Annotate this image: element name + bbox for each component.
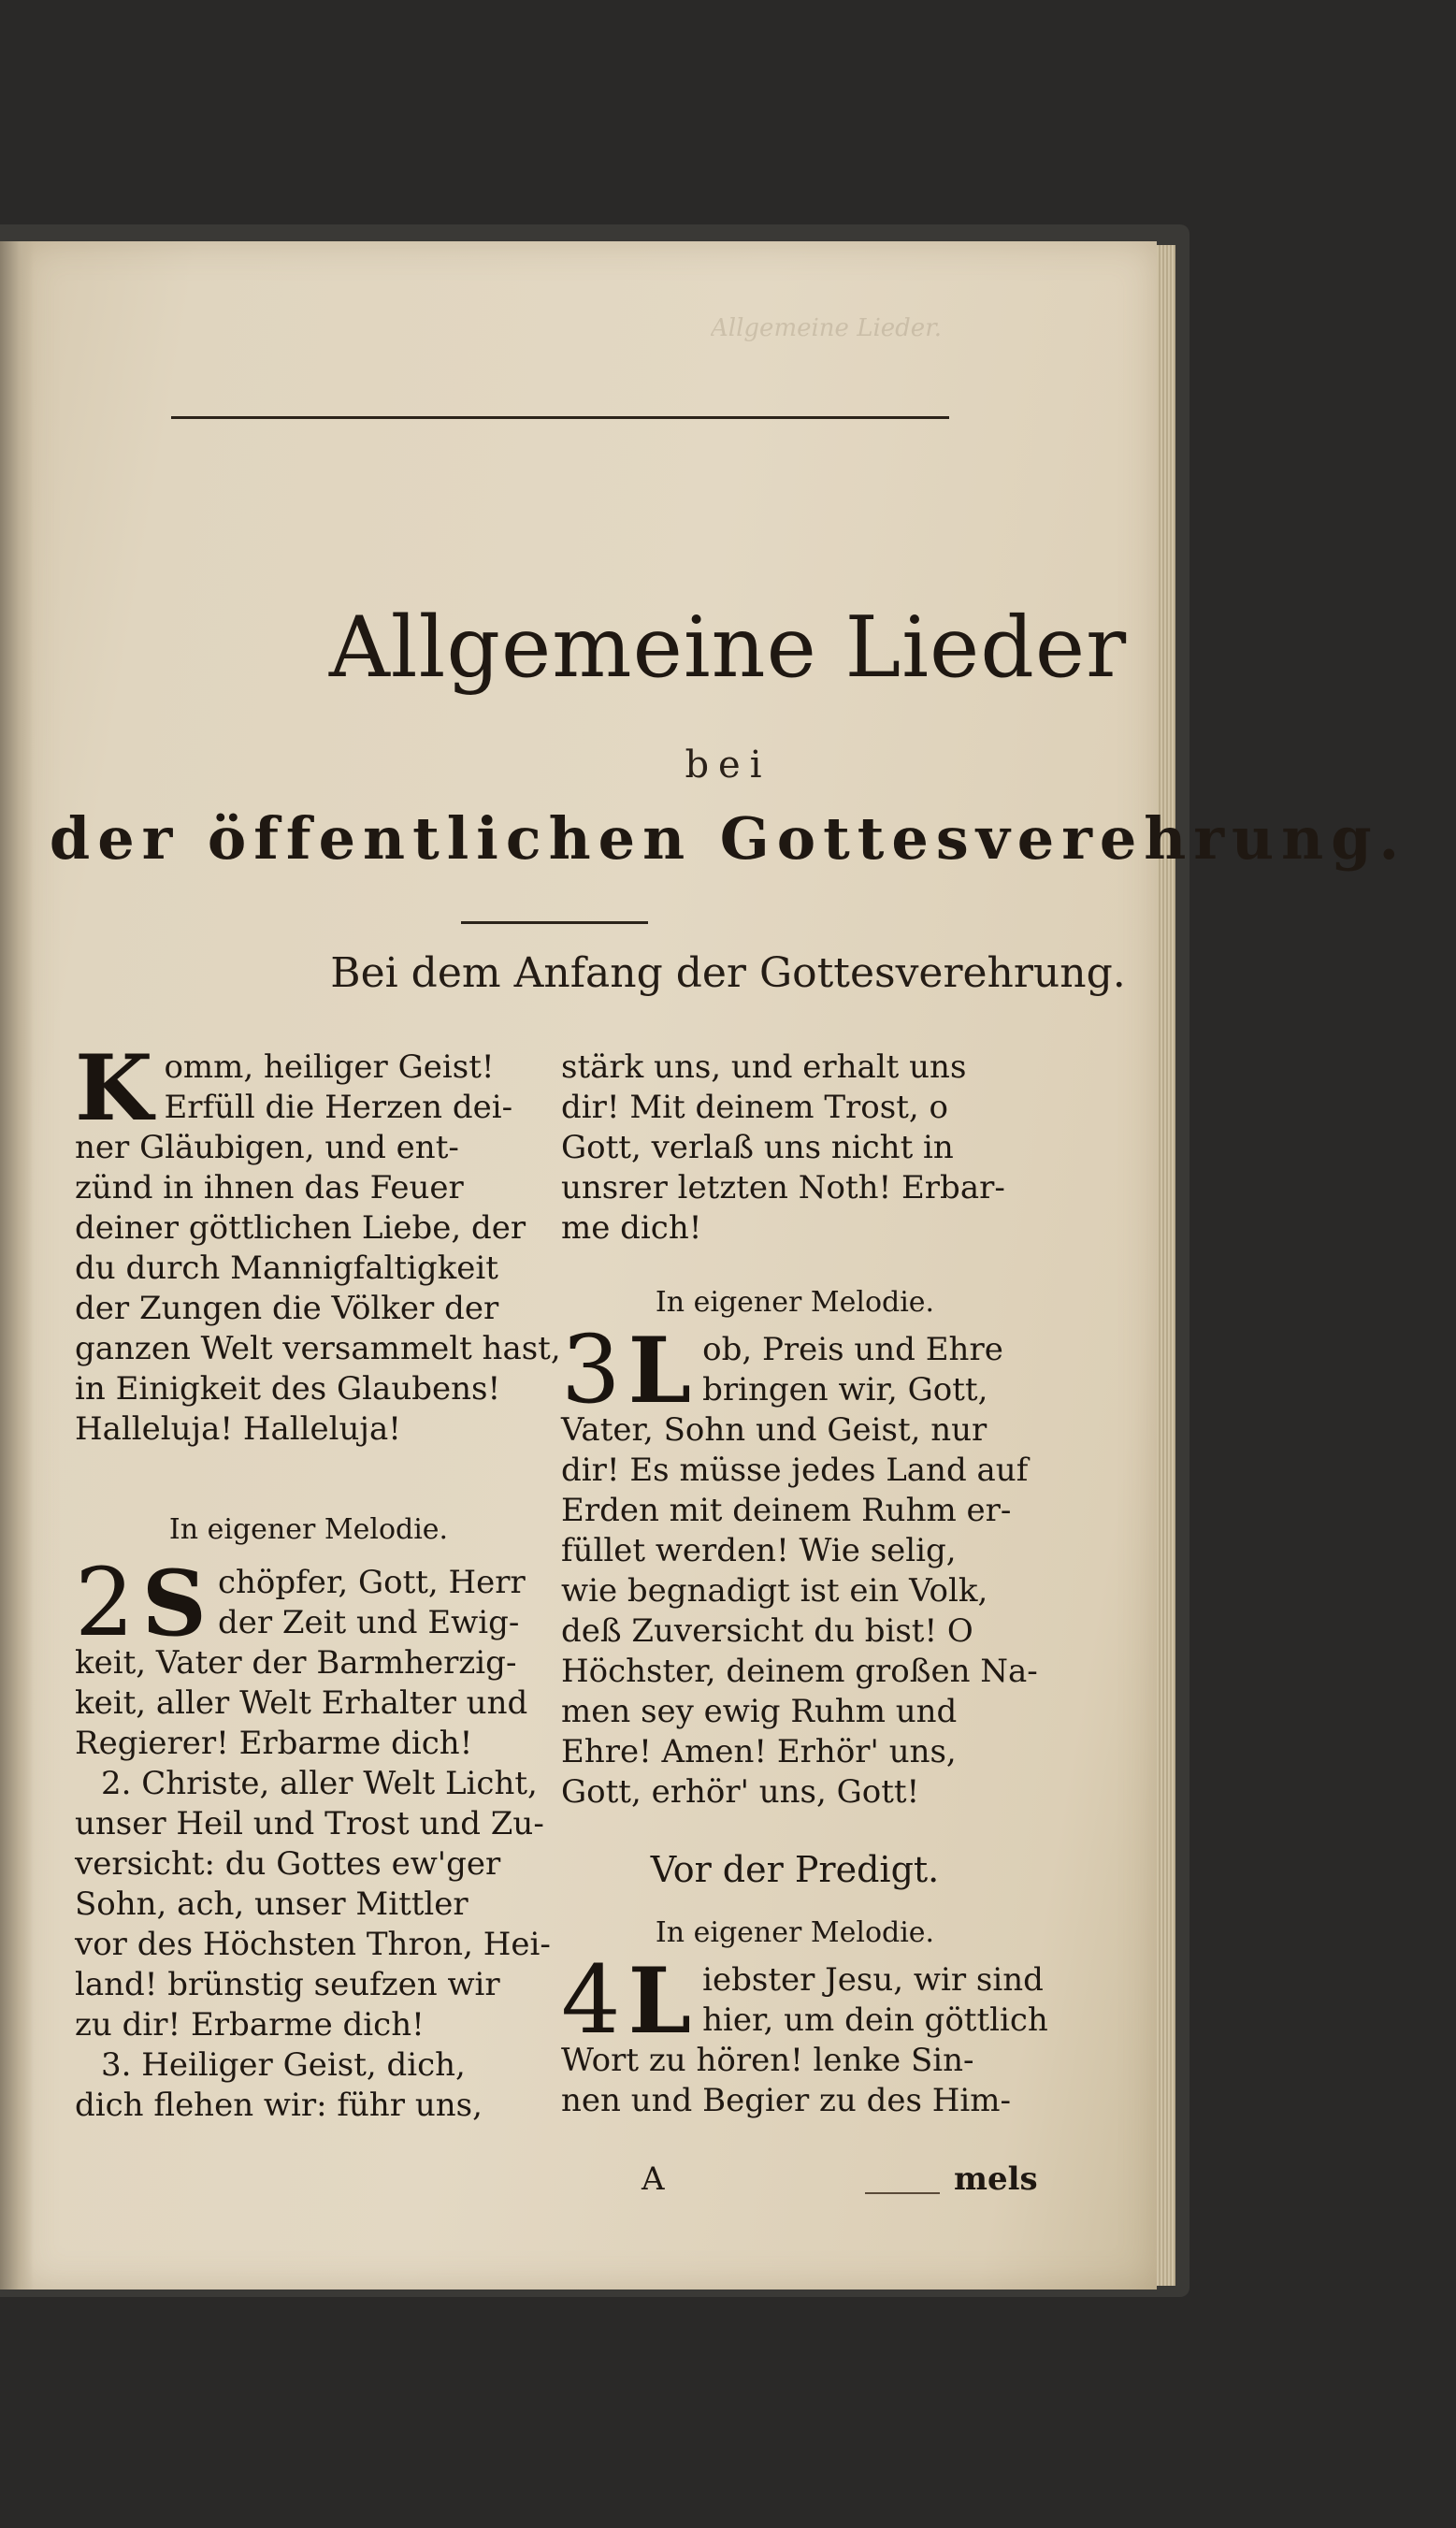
hymn-2-verse-2-line: vor des Höchsten Thron, Hei- [75, 1926, 551, 1963]
hymn-2-line: der Zeit und Ewig- [217, 1604, 520, 1641]
page-occasion: der öffentlichen Gottesverehrung. [49, 804, 1407, 873]
hymn-1-line: der Zungen die Völker der [75, 1290, 499, 1327]
melody-note: In eigener Melodie. [655, 1916, 935, 1949]
hymn-2-verse-2-line: land! brünstig seufzen wir [75, 1966, 500, 2003]
hymn-4-line: iebster Jesu, wir sind [702, 1961, 1044, 1999]
middle-rule [461, 921, 648, 924]
signature-mark: A [642, 2160, 665, 2198]
hymn-4 [561, 1945, 1048, 2121]
hymn-2-number: 2 [75, 1548, 135, 1657]
hymn-3-line: ob, Preis und Ehre [702, 1331, 1003, 1368]
hymn-4-line: Wort zu hören! lenke Sin- [561, 2042, 974, 2079]
hymn-2-verse-2-line: Sohn, ach, unser Mittler [75, 1885, 469, 1923]
hymn-4-line: nen und Begier zu des Him- [561, 2082, 1012, 2119]
hymn-2-verse-3-line: 3. Heiliger Geist, dich, [101, 2046, 466, 2084]
melody-note: In eigener Melodie. [168, 1513, 449, 1546]
hymn-3-line: Ehre! Amen! Erhör' uns, [561, 1733, 957, 1770]
hymn-3-dropcap: L [627, 1318, 692, 1423]
melody-note: In eigener Melodie. [655, 1286, 935, 1319]
hymn-4-number: 4 [561, 1945, 621, 2055]
hymn-2-verse-2-line: versicht: du Gottes ew'ger [75, 1845, 501, 1883]
hymn-3-line: dir! Es müsse jedes Land auf [561, 1452, 1029, 1489]
hymn-2-line: keit, Vater der Barmherzig- [75, 1644, 517, 1682]
subsection-heading: Vor der Predigt. [650, 1849, 940, 1890]
hymn-1-line: ganzen Welt versammelt hast, [75, 1330, 561, 1367]
hymn-2-line: keit, aller Welt Erhalter und [75, 1684, 528, 1722]
hymn-2 [75, 1548, 551, 2126]
hymn-2-verse-3-line: dich flehen wir: führ uns, [75, 2087, 483, 2124]
hymn-1-dropcap: K [75, 1035, 153, 1141]
continuation-line: Gott, verlaß uns nicht in [561, 1129, 954, 1166]
bleed-through-text: Allgemeine Lieder. [711, 314, 943, 342]
continuation-line: stärk uns, und erhalt uns [561, 1048, 967, 1086]
hymn-3-line: men sey ewig Ruhm und [561, 1693, 958, 1730]
hymn-3-line: wie begnadigt ist ein Volk, [561, 1572, 988, 1610]
hymn-4-dropcap: L [627, 1948, 692, 2054]
hymn-1-line: in Einigkeit des Glaubens! [75, 1370, 501, 1408]
page-edge [1157, 245, 1175, 2286]
hymn-1-line: omm, heiliger Geist! [164, 1048, 495, 1086]
hymn-4-line: hier, um dein göttlich [702, 2001, 1048, 2039]
hymn-1-line: zünd in ihnen das Feuer [75, 1169, 464, 1206]
section-heading: Bei dem Anfang der Gottesverehrung. [330, 949, 1126, 997]
hymn-1-line: ner Gläubigen, und ent- [75, 1129, 459, 1166]
hymn-2-dropcap: S [141, 1551, 207, 1656]
hymn-3-line: Höchster, deinem großen Na- [561, 1653, 1038, 1690]
left-column [75, 1035, 561, 2126]
hymn-2-verse-2-line: unser Heil und Trost und Zu- [75, 1805, 544, 1842]
page-gutter [0, 241, 34, 2290]
catchword-rule [865, 2192, 940, 2194]
hymn-2-line: chöpfer, Gott, Herr [217, 1564, 526, 1601]
hymn-2-verse-2-line: zu dir! Erbarme dich! [75, 2006, 425, 2044]
continuation-line: unsrer letzten Noth! Erbar- [561, 1169, 1005, 1206]
top-rule [171, 416, 949, 419]
hymn-3-line: deß Zuversicht du bist! O [561, 1612, 973, 1650]
page-title: Allgemeine Lieder [328, 599, 1128, 697]
hymn-3-number: 3 [561, 1315, 621, 1424]
hymn-1-line: Erfüll die Herzen dei- [164, 1089, 513, 1126]
catchword: mels [954, 2160, 1038, 2198]
hymn-3-line: Erden mit deinem Ruhm er- [561, 1492, 1012, 1529]
right-column [561, 1047, 1048, 2121]
hymn-1 [75, 1035, 561, 1450]
hymn-3-line: füllet werden! Wie selig, [561, 1532, 957, 1569]
hymn-3 [561, 1315, 1038, 1813]
continuation-line: dir! Mit deinem Trost, o [561, 1089, 948, 1126]
hymn-1-line: du durch Mannigfaltigkeit [75, 1250, 498, 1287]
hymn-1-line: Halleluja! Halleluja! [75, 1410, 401, 1448]
hymn-1-line: deiner göttlichen Liebe, der [75, 1209, 526, 1247]
hymn-3-line: Vater, Sohn und Geist, nur [561, 1411, 987, 1449]
continuation-line: me dich! [561, 1209, 702, 1247]
hymn-2-verse-2-line: 2. Christe, aller Welt Licht, [101, 1765, 538, 1802]
hymn-3-line: Gott, erhör' uns, Gott! [561, 1773, 920, 1811]
hymn-2-line: Regierer! Erbarme dich! [75, 1725, 473, 1762]
hymn-2-continuation [561, 1047, 1029, 1249]
hymn-3-line: bringen wir, Gott, [702, 1371, 988, 1408]
page-subtitle: bei [685, 744, 771, 787]
